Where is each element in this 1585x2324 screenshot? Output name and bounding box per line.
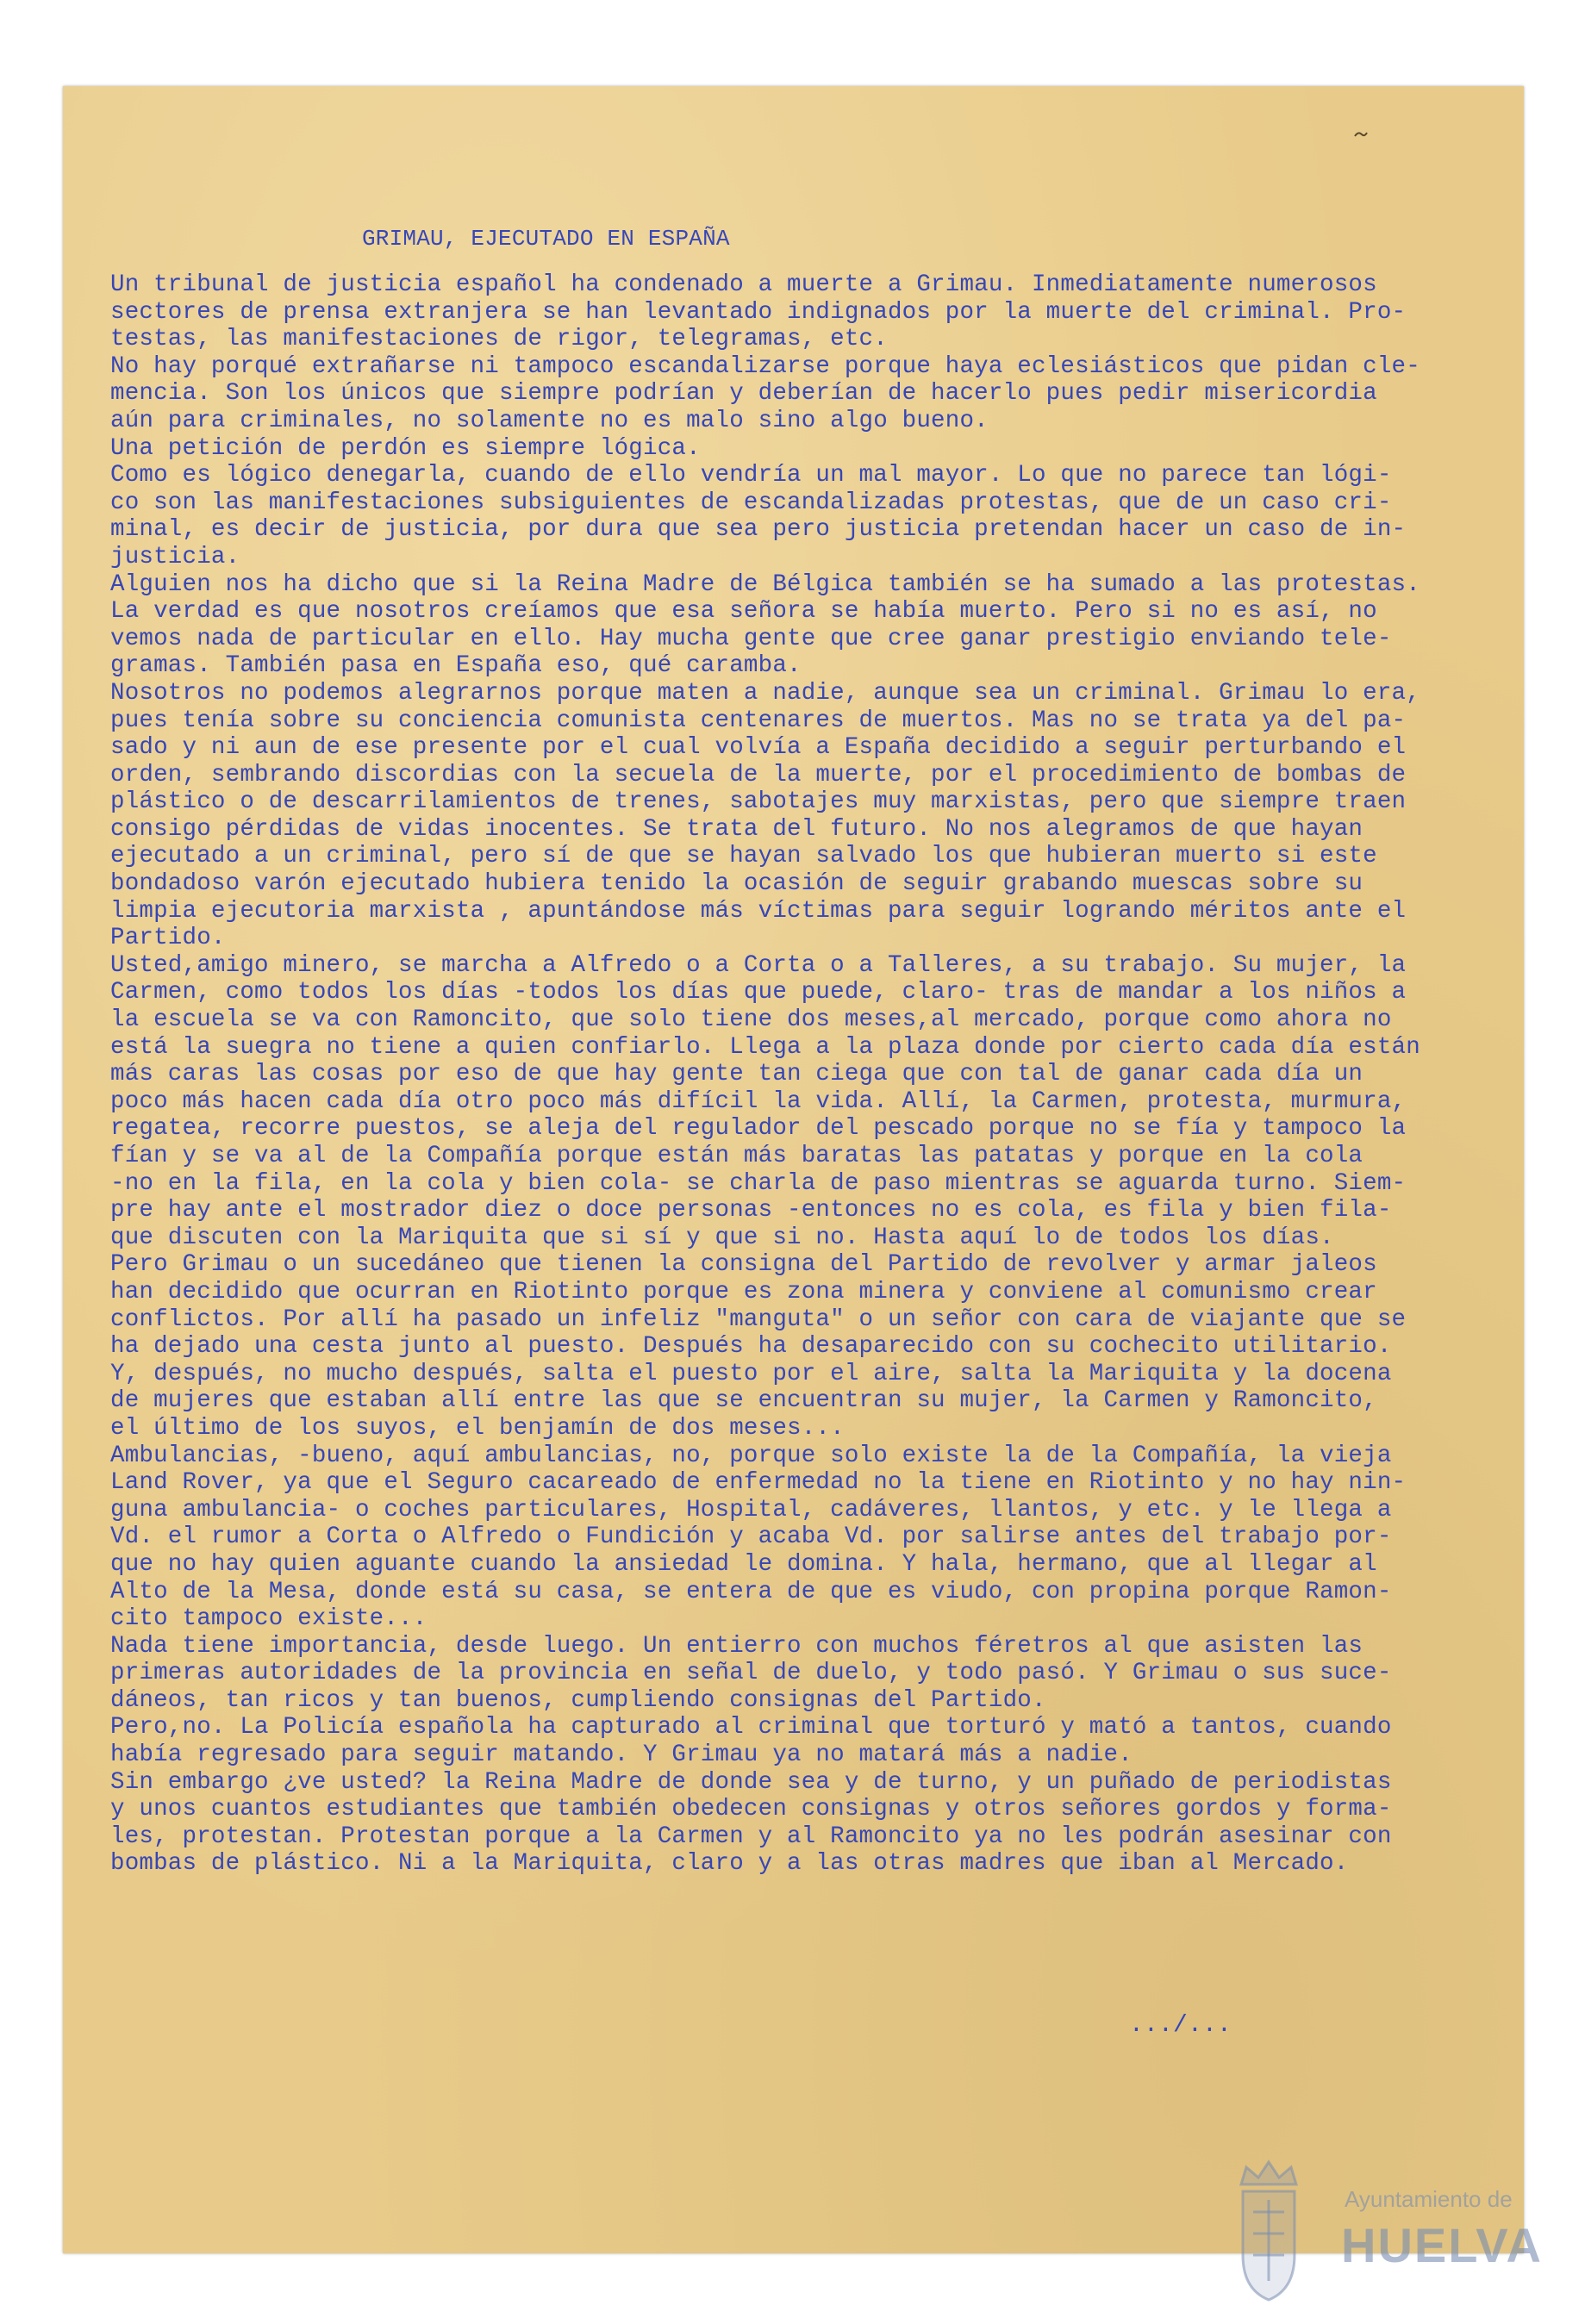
text-line: Sin embargo ¿ve usted? la Reina Madre de donde sea y de turno, y un puñado de periodistas xyxy=(110,1768,1392,1796)
text-line: Vd. el rumor a Corta o Alfredo o Fundición y acaba Vd. por salirse antes del trabajo por- xyxy=(110,1523,1392,1551)
text-line: está la suegra no tiene a quien confiarlo. Llega a la plaza donde por cierto cada día están xyxy=(110,1033,1420,1061)
text-line: primeras autoridades de la provincia en señal de duelo, y todo pasó. Y Grimau o sus suce- xyxy=(110,1660,1392,1687)
text-line: bondadoso varón ejecutado hubiera tenido la ocasión de seguir grabando muescas sobre su xyxy=(110,870,1363,898)
text-line: Como es lógico denegarla, cuando de ello vendría un mal mayor. Lo que no parece tan lógi- xyxy=(110,462,1392,489)
text-line: Nada tiene importancia, desde luego. Un entierro con muchos féretros al que asisten las xyxy=(110,1632,1363,1660)
text-line: plástico o de descarrilamientos de trenes, sabotajes muy marxistas, pero que siempre traen xyxy=(110,788,1407,816)
text-line: minal, es decir de justicia, por dura que sea pero justicia pretendan hacer un caso de in- xyxy=(110,516,1407,544)
text-line: Y, después, no mucho después, salta el puesto por el aire, salta la Mariquita y la docena xyxy=(110,1360,1392,1387)
text-line: testas, las manifestaciones de rigor, telegramas, etc. xyxy=(110,326,888,353)
text-line: Ambulancias, -bueno, aquí ambulancias, no, porque solo existe la de la Compañía, la vieja xyxy=(110,1442,1392,1469)
text-line: pues tenía sobre su conciencia comunista centenares de muertos. Mas no se trata ya del pa- xyxy=(110,707,1407,734)
text-line: que no hay quien aguante cuando la ansiedad le domina. Y hala, hermano, que al llegar al xyxy=(110,1550,1377,1578)
text-line: bombas de plástico. Ni a la Mariquita, claro y a las otras madres que iban al Mercado. xyxy=(110,1850,1349,1878)
text-line: sado y ni aun de ese presente por el cual volvía a España decidido a seguir perturbando el xyxy=(110,734,1407,762)
text-line: Alto de la Mesa, donde está su casa, se entera de que es viudo, con propina porque Ramon- xyxy=(110,1578,1392,1605)
text-line: les, protestan. Protestan porque a la Carmen y al Ramoncito ya no les podrán asesinar con xyxy=(110,1822,1392,1850)
text-line: aún para criminales, no solamente no es malo sino algo bueno. xyxy=(110,407,989,434)
text-line: más caras las cosas por eso de que hay gente tan ciega que con tal de ganar cada día un xyxy=(110,1061,1363,1088)
document-body xyxy=(110,271,1420,1878)
text-line: han decidido que ocurran en Riotinto porque es zona minera y conviene al comunismo crear xyxy=(110,1278,1377,1305)
text-line: Una petición de perdón es siempre lógica. xyxy=(110,434,701,462)
text-line: había regresado para seguir matando. Y Grimau ya no matará más a nadie. xyxy=(110,1741,1133,1769)
text-line: -no en la fila, en la cola y bien cola- se charla de paso mientras se aguarda turno. Siem- xyxy=(110,1169,1407,1197)
text-line: Partido. xyxy=(110,925,226,952)
text-line: Usted,amigo minero, se marcha a Alfredo o a Corta o a Talleres, a su trabajo. Su mujer, la xyxy=(110,951,1407,979)
watermark-name: HUELVA xyxy=(1341,2218,1543,2272)
continuation-mark: .../... xyxy=(1129,2012,1232,2039)
text-line: gramas. También pasa en España eso, qué caramba. xyxy=(110,652,802,680)
text-line: cito tampoco existe... xyxy=(110,1605,427,1633)
text-line: fían y se va al de la Compañía porque están más baratas las patatas y porque en la cola xyxy=(110,1143,1363,1169)
text-line: el último de los suyos, el benjamín de dos meses... xyxy=(110,1414,845,1442)
text-line: La verdad es que nosotros creíamos que esa señora se había muerto. Pero si no es así, no xyxy=(110,598,1377,626)
text-line: ejecutado a un criminal, pero sí de que se hayan salvado los que hubieran muerto si este xyxy=(110,843,1377,870)
text-line: pre hay ante el mostrador diez o doce personas -entonces no es cola, es fila y bien fila- xyxy=(110,1197,1392,1224)
text-line: conflictos. Por allí ha pasado un infeliz "manguta" o un señor con cara de viajante que se xyxy=(110,1305,1407,1333)
text-line: Un tribunal de justicia español ha condenado a muerte a Grimau. Inmediatamente numerosos xyxy=(110,271,1377,298)
text-line: Pero,no. La Policía española ha capturado al criminal que torturó y mató a tantos, cuando xyxy=(110,1714,1392,1741)
text-line: limpia ejecutoria marxista , apuntándose más víctimas para seguir logrando méritos ante el xyxy=(110,897,1407,925)
document-title: GRIMAU, EJECUTADO EN ESPAÑA xyxy=(362,226,730,252)
text-line: Land Rover, ya que el Seguro cacareado de enfermedad no la tiene en Riotinto y no hay nin- xyxy=(110,1469,1407,1497)
text-line: y unos cuantos estudiantes que también obedecen consignas y otros señores gordos y forma- xyxy=(110,1796,1392,1823)
text-line: guna ambulancia- o coches particulares, Hospital, cadáveres, llantos, y etc. y le llega a xyxy=(110,1496,1392,1523)
text-line: poco más hacen cada día otro poco más difícil la vida. Allí, la Carmen, protesta, murmura, xyxy=(110,1087,1407,1115)
text-line: vemos nada de particular en ello. Hay mucha gente que cree ganar prestigio enviando tele- xyxy=(110,625,1392,652)
text-line: Nosotros no podemos alegrarnos porque maten a nadie, aunque sea un criminal. Grimau lo era, xyxy=(110,679,1420,707)
text-line: ha dejado una cesta junto al puesto. Después ha desaparecido con su cochecito utilitario. xyxy=(110,1333,1392,1361)
text-line: justicia. xyxy=(110,543,240,570)
text-line: dáneos, tan ricos y tan buenos, cumpliendo consignas del Partido. xyxy=(110,1686,1046,1714)
text-line: co son las manifestaciones subsiguientes de escandalizadas protestas, que de un caso cri- xyxy=(110,489,1392,516)
text-line: sectores de prensa extranjera se han levantado indignados por la muerte del criminal. Pro- xyxy=(110,298,1407,326)
text-line: mencia. Son los únicos que siempre podrían y deberían de hacerlo pues pedir misericordia xyxy=(110,380,1377,408)
text-line: de mujeres que estaban allí entre las que se encuentran su mujer, la Carmen y Ramoncito, xyxy=(110,1387,1377,1415)
text-line: consigo pérdidas de vidas inocentes. Se trata del futuro. No nos alegramos de que hayan xyxy=(110,815,1363,843)
text-line: Carmen, como todos los días -todos los días que puede, claro- tras de mandar a los niños a xyxy=(110,979,1407,1006)
watermark-subtitle: Ayuntamiento de xyxy=(1345,2186,1513,2212)
text-line: la escuela se va con Ramoncito, que solo tiene dos meses,al mercado, porque como ahora no xyxy=(110,1006,1392,1034)
text-line: orden, sembrando discordias con la secuela de la muerte, por el procedimiento de bombas de xyxy=(110,761,1407,788)
text-line: que discuten con la Mariquita que si sí y que si no. Hasta aquí lo de todos los días. xyxy=(110,1224,1334,1251)
text-line: Alguien nos ha dicho que si la Reina Madre de Bélgica también se ha sumado a las protestas. xyxy=(110,570,1420,598)
text-line: No hay porqué extrañarse ni tampoco escandalizarse porque haya eclesiásticos que pidan cle- xyxy=(110,352,1420,380)
text-line: Pero Grimau o un sucedáneo que tienen la consigna del Partido de revolver y armar jaleos xyxy=(110,1251,1377,1279)
text-line: regatea, recorre puestos, se aleja del regulador del pescado porque no se fía y tampoco la xyxy=(110,1115,1407,1143)
ink-speck-icon xyxy=(1353,129,1369,140)
